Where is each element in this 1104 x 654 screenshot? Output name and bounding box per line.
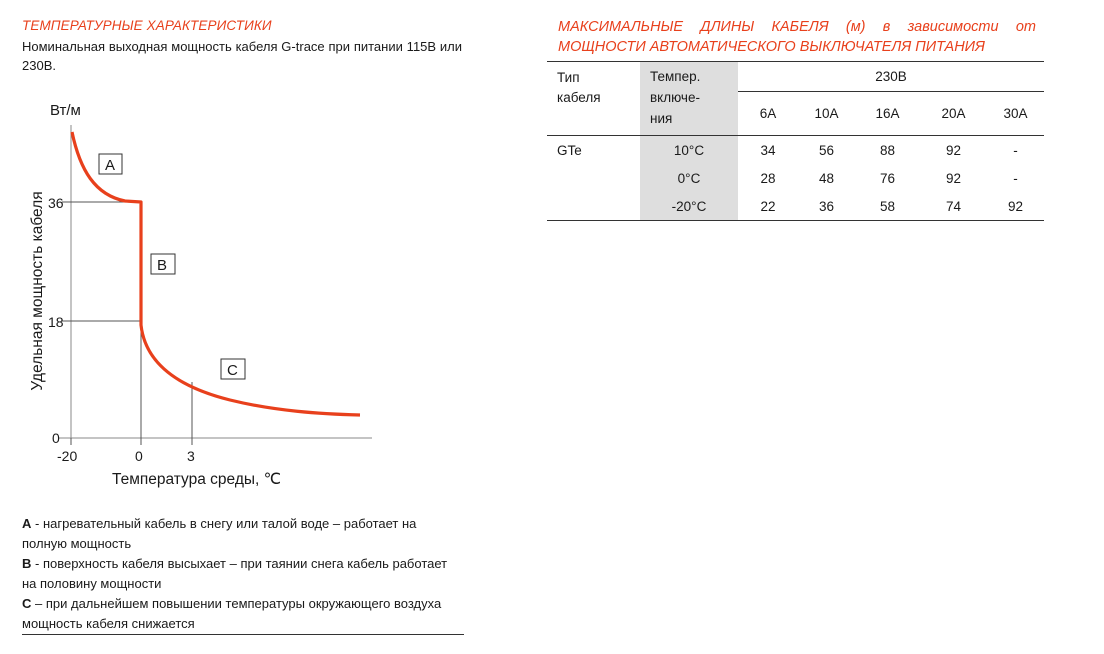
table-row [547, 136, 1044, 165]
breaker-16a: 16А [875, 106, 900, 121]
cell-value: 88 [879, 142, 896, 158]
title-word: КАБЕЛЯ [771, 19, 829, 35]
cell-value: 36 [818, 198, 835, 214]
x-tick-minus20: -20 [57, 448, 78, 464]
y-unit-label: Вт/м [50, 102, 81, 119]
empty-cell [547, 192, 640, 221]
title-word: ДЛИНЫ [700, 19, 755, 35]
breaker-10a: 10А [814, 106, 839, 121]
cell-value: 28 [760, 170, 776, 186]
right-section-title [558, 17, 1036, 57]
row-temp: -20°C [640, 192, 738, 221]
power-temperature-chart [0, 95, 480, 495]
header-temp-line: Темпер. [650, 69, 701, 84]
legend-text-c: – при дальнейшем повышении температуры окружающего воздуха мощность кабеля снижается [22, 596, 442, 631]
cable-length-table [547, 61, 1044, 221]
legend-key-a: A [22, 516, 32, 531]
header-temp [640, 62, 738, 136]
title-word: зависимости [907, 19, 999, 35]
cell-value: 74 [945, 198, 962, 214]
chart-legend [22, 514, 464, 634]
header-temp-line: включе- [650, 90, 700, 105]
y-tick-0: 0 [52, 430, 60, 446]
table-row [547, 164, 1044, 192]
row-temp: 10°C [640, 136, 738, 165]
breaker-30a: 30А [1003, 106, 1028, 121]
cell-value: 92 [945, 170, 962, 186]
header-cable-type-text: Тип кабеля [557, 70, 601, 105]
legend-text-b: - поверхность кабеля высыхает – при таянии снега кабель работает на половину мощности [22, 556, 448, 591]
segment-c-label: C [227, 362, 238, 379]
legend-key-b: B [22, 556, 32, 571]
y-tick-36: 36 [48, 195, 64, 211]
x-axis-label: Температура среды, ℃ [112, 471, 282, 488]
x-tick-0: 0 [135, 448, 143, 464]
x-tick-3: 3 [187, 448, 195, 464]
left-section-description: Номинальная выходная мощность кабеля G-trace при питании 115В или 230В. [22, 39, 462, 73]
cell-value: 76 [879, 170, 896, 186]
header-temp-line: ния [650, 111, 673, 126]
y-tick-18: 18 [48, 314, 64, 330]
segment-a-label: A [105, 157, 116, 174]
cell-value: 56 [818, 142, 835, 158]
legend-text-a: - нагревательный кабель в снегу или талой воде – работает на полную мощность [22, 516, 417, 551]
header-voltage: 230В [738, 62, 1044, 92]
cell-value: - [1013, 142, 1018, 158]
cell-value: 92 [1007, 198, 1024, 214]
title-word: в [882, 19, 891, 35]
cell-value: 48 [818, 170, 835, 186]
table-row [547, 192, 1044, 221]
legend-divider [22, 634, 464, 635]
row-temp: 0°C [640, 164, 738, 192]
title-word: (м) [845, 19, 866, 35]
cell-value: 92 [945, 142, 962, 158]
segment-b-label: B [157, 257, 168, 274]
cable-name: GTe [557, 142, 582, 158]
right-title-line1 [558, 17, 1036, 37]
legend-item-c [22, 594, 464, 634]
breaker-20a: 20А [941, 106, 966, 121]
title-word: МАКСИМАЛЬНЫЕ [558, 19, 684, 35]
right-title-line2: МОЩНОСТИ АВТОМАТИЧЕСКОГО ВЫКЛЮЧАТЕЛЯ ПИТАНИЯ [558, 39, 985, 55]
legend-item-a [22, 514, 464, 554]
header-cable-type [547, 62, 640, 136]
legend-key-c: C [22, 596, 32, 611]
cell-value: 58 [879, 198, 896, 214]
title-word: от [1015, 19, 1036, 35]
left-section-title: ТЕМПЕРАТУРНЫЕ ХАРАКТЕРИСТИКИ [22, 18, 272, 33]
cell-value: 22 [760, 198, 776, 214]
cell-value: - [1013, 170, 1018, 186]
cell-value: 34 [760, 142, 776, 158]
breaker-6a: 6А [759, 106, 777, 121]
table-header-row [547, 62, 1044, 92]
legend-item-b [22, 554, 464, 594]
y-axis-label: Удельная мощность кабеля [29, 191, 46, 391]
empty-cell [547, 164, 640, 192]
